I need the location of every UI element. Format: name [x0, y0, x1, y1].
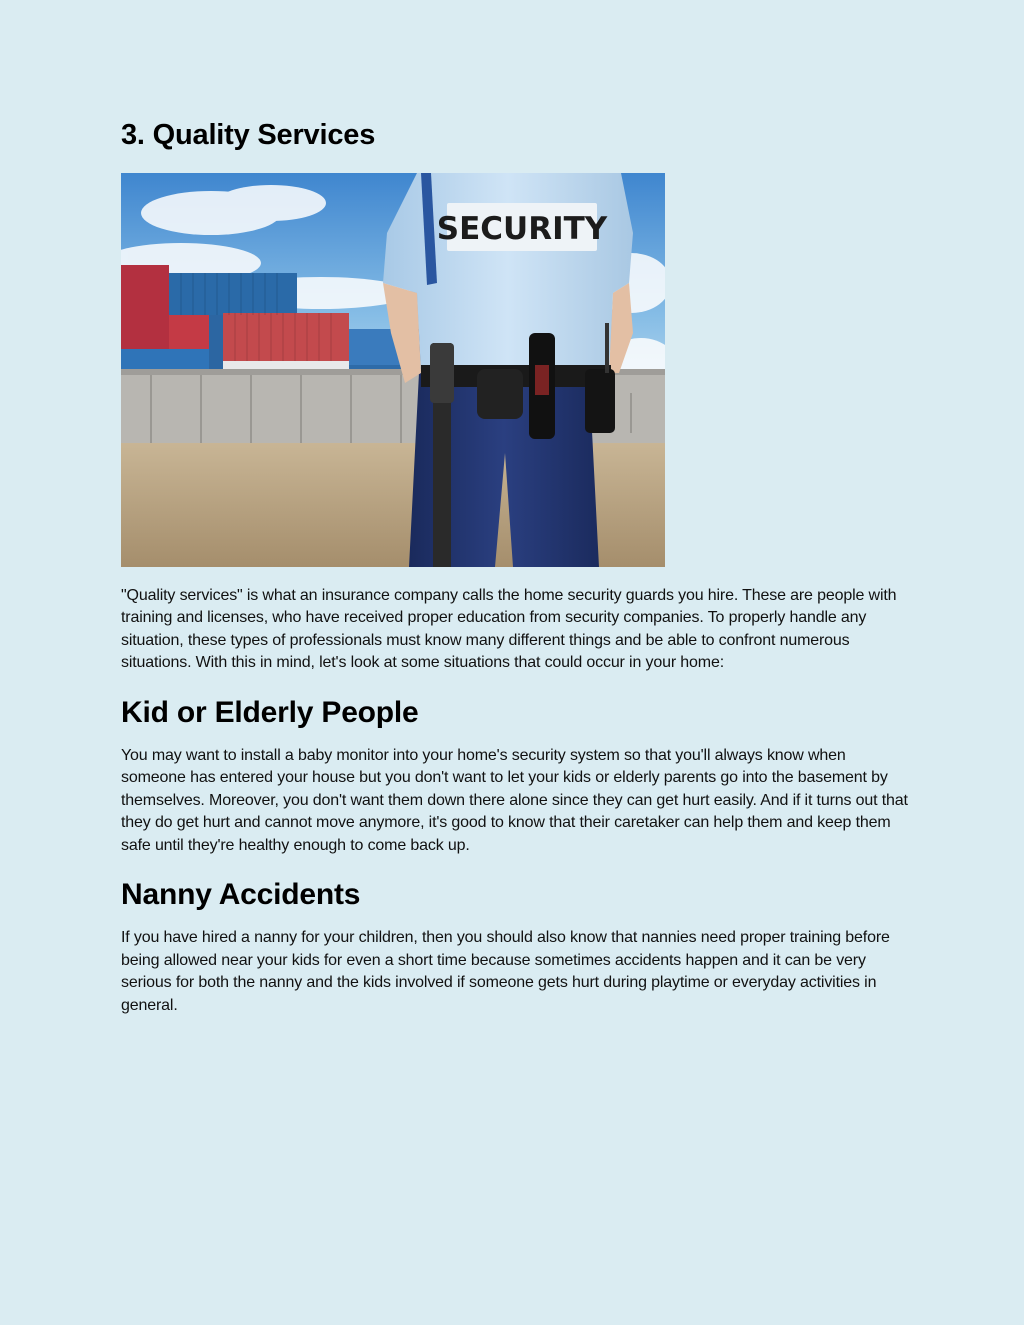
paragraph-kid-or-elderly: You may want to install a baby monitor into your home's security system so that you'll always know when someone has entered your house but you don't want to let your kids or elderly parents go into the basement by themselves. Moreover, you don't want them down there alone since they can get hurt easily. And if it turns out that they do get hurt and cannot move anymore, it's good to know that their caretaker can help them and keep them safe until they're healthy enough to come back up. [121, 746, 908, 854]
heading-nanny-accidents: Nanny Accidents [121, 878, 361, 912]
radio [585, 369, 615, 433]
document-page [121, 118, 911, 1017]
handcuff-pouch [477, 369, 523, 419]
security-badge-text: SECURITY [436, 210, 608, 247]
security-guard-photo [121, 173, 665, 567]
heading-quality-services: 3. Quality Services [121, 119, 376, 151]
paragraph-nanny-accidents: If you have hired a nanny for your children, then you should also know that nannies need proper training before being allowed near your kids for even a short time because sometimes accidents happen and it can be very serious for both the nanny and the kids involved if someone gets hurt during playtime or everyday activities in general. [121, 929, 890, 1014]
heading-kid-or-elderly: Kid or Elderly People [121, 695, 419, 729]
paragraph-quality-services: "Quality services" is what an insurance company calls the home security guards you hire. These are people with training and licenses, who have received proper education from security companies. To properly handle any situation, these types of professionals must know many different things and be able to confront numerous situations. With this in mind, let's look at some situations that could occur in your home: [121, 586, 897, 672]
